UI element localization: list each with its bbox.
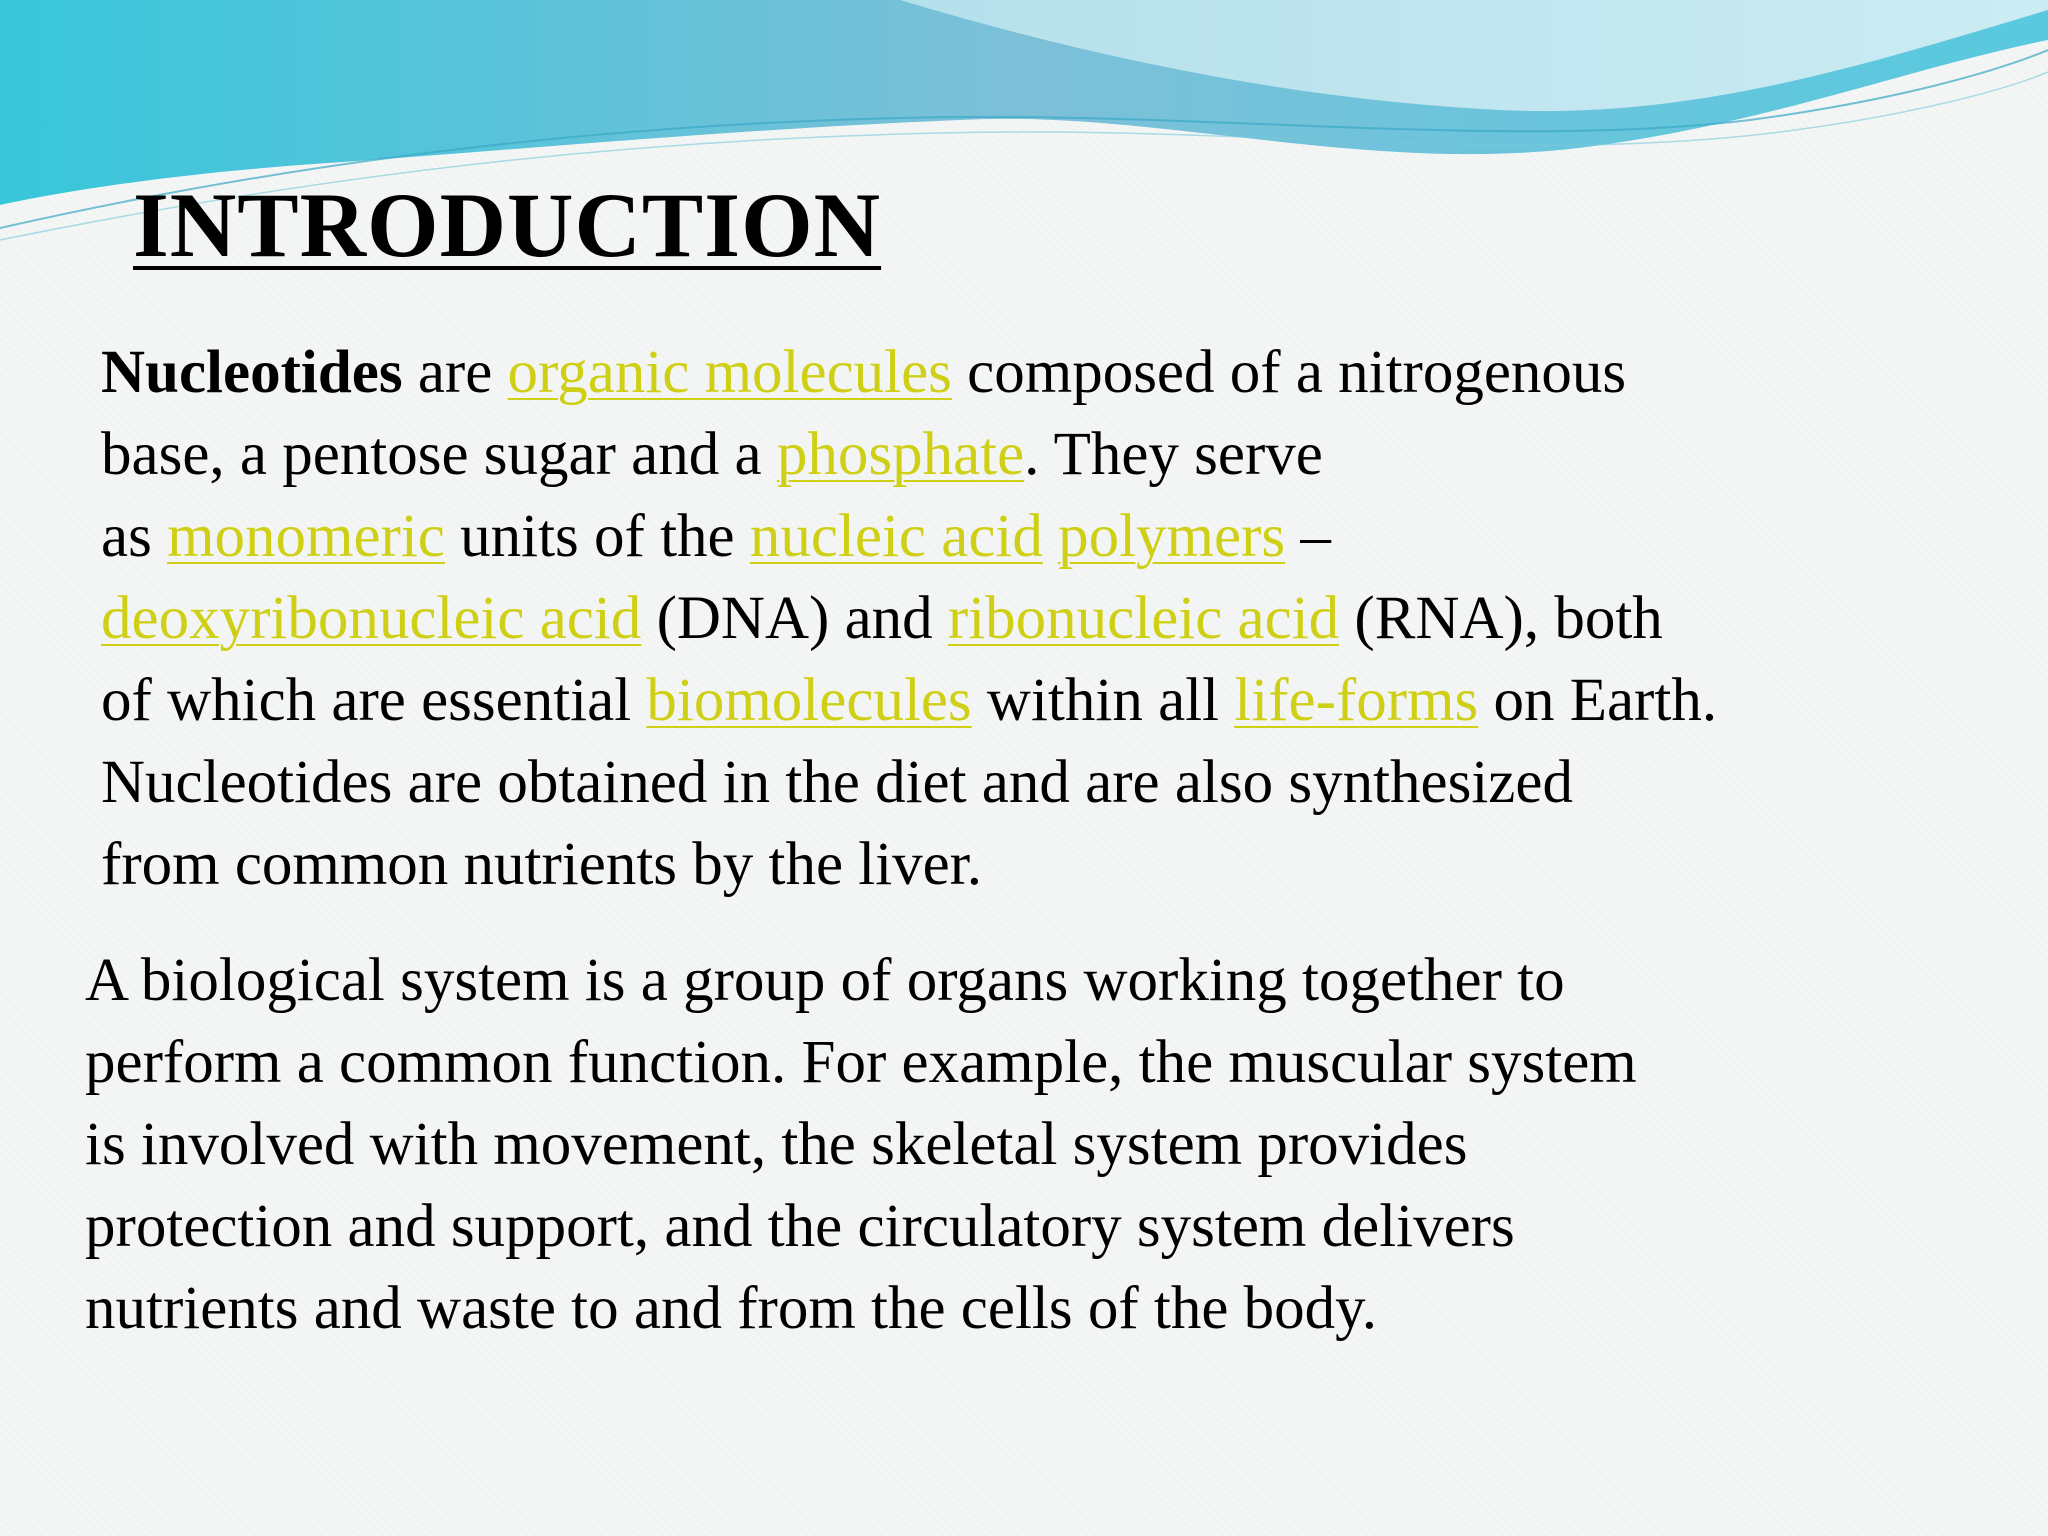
paragraph1-line-6: Nucleotides are obtained in the diet and are also synthesized bbox=[101, 749, 1573, 816]
text-segment bbox=[1043, 503, 1058, 570]
text-segment: units of the bbox=[444, 503, 750, 570]
paragraph1-line-2 bbox=[101, 414, 1717, 496]
text-segment: composed of a nitrogenous bbox=[951, 339, 1627, 406]
paragraph-biological-system bbox=[85, 940, 1637, 1350]
paragraph1-line-5 bbox=[101, 660, 1717, 742]
paragraph2-line-1: A biological system is a group of organs working together to bbox=[85, 947, 1565, 1014]
paragraph2-line-2: perform a common function. For example, the muscular system bbox=[85, 1029, 1637, 1096]
text-segment: (RNA), both bbox=[1339, 585, 1663, 652]
slide-title: INTRODUCTION bbox=[133, 174, 882, 276]
link-organic-molecules[interactable]: organic molecules bbox=[507, 339, 952, 406]
paragraph2-line-5: nutrients and waste to and from the cells of the body. bbox=[85, 1275, 1377, 1342]
paragraph1-line-3 bbox=[101, 496, 1717, 578]
paragraph1-line-4 bbox=[101, 578, 1717, 660]
text-segment: of which are essential bbox=[101, 667, 647, 734]
text-segment: base, a pentose sugar and a bbox=[101, 421, 777, 488]
text-segment: within all bbox=[971, 667, 1235, 734]
text-segment: as bbox=[101, 503, 168, 570]
link-biomolecules[interactable]: biomolecules bbox=[646, 667, 972, 734]
text-segment: are bbox=[402, 339, 508, 406]
paragraph1-line-7: from common nutrients by the liver. bbox=[101, 831, 982, 898]
text-segment: (DNA) and bbox=[641, 585, 948, 652]
paragraph1-line-1 bbox=[101, 332, 1717, 414]
paragraph2-line-4: protection and support, and the circulatory system delivers bbox=[85, 1193, 1515, 1260]
link-nucleic-acid[interactable]: nucleic acid bbox=[749, 503, 1043, 570]
link-deoxyribonucleic-acid[interactable]: deoxyribonucleic acid bbox=[101, 585, 642, 652]
text-segment: – bbox=[1285, 503, 1331, 570]
link-life-forms[interactable]: life-forms bbox=[1234, 667, 1479, 734]
link-phosphate[interactable]: phosphate bbox=[776, 421, 1025, 488]
link-monomeric[interactable]: monomeric bbox=[167, 503, 445, 570]
paragraph2-line-3: is involved with movement, the skeletal system provides bbox=[85, 1111, 1468, 1178]
link-polymers[interactable]: polymers bbox=[1058, 503, 1286, 570]
link-ribonucleic-acid[interactable]: ribonucleic acid bbox=[947, 585, 1340, 652]
paragraph-nucleotides bbox=[101, 332, 1717, 906]
text-segment: on Earth. bbox=[1478, 667, 1718, 734]
text-segment: . They serve bbox=[1024, 421, 1323, 488]
term-nucleotides: Nucleotides bbox=[101, 339, 403, 406]
